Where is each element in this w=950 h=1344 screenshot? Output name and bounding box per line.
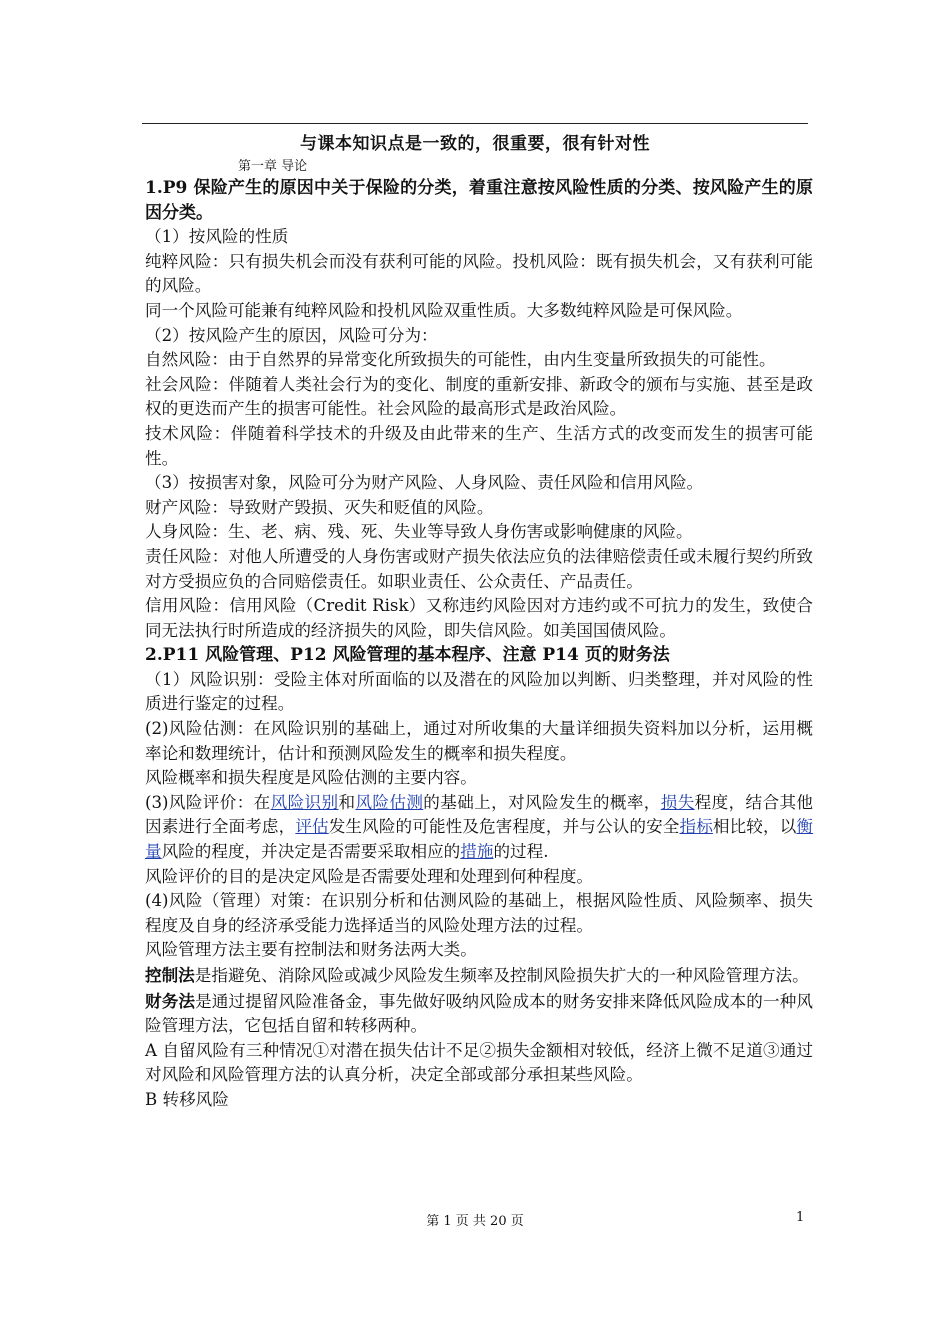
paragraph: 人身风险：生、老、病、残、死、失业等导致人身伤害或影响健康的风险。 <box>145 522 693 542</box>
paragraph: 责任风险：对他人所遭受的人身伤害或财产损失依法应负的法律赔偿责任或未履行契约所致对方受损应负的合同赔偿责任。如职业责任、公众责任、产品责任。 <box>145 546 813 591</box>
document-body <box>145 176 813 1113</box>
header-rule <box>142 123 808 124</box>
text-run: 风险的程度，并决定是否需要采取相应的 <box>161 842 461 862</box>
section-heading: 1.P9 保险产生的原因中关于保险的分类，着重注意按风险性质的分类、按风险产生的原因分类。 <box>145 178 813 223</box>
paragraph: （2）按风险产生的原因，风险可分为： <box>145 325 438 345</box>
paragraph: A 自留风险有三种情况①对潜在损失估计不足②损失金额相对较低，经济上微不足道③通过对风险和风险管理方法的认真分析，决定全部或部分承担某些风险。 <box>145 1040 813 1085</box>
text-run: 相比较，以 <box>712 817 797 837</box>
text-run: 发生风险的可能性及危害程度，并与公认的安全 <box>328 817 680 837</box>
paragraph: （3）按损害对象，风险可分为财产风险、人身风险、责任风险和信用风险。 <box>145 473 704 493</box>
page-indicator: 第 1 页 共 20 页 <box>426 1214 524 1229</box>
paragraph: 纯粹风险：只有损失机会而没有获利可能的风险。投机风险：既有损失机会，又有获利可能的风险。 <box>145 251 813 296</box>
link-measures[interactable]: 措施 <box>460 842 494 862</box>
paragraph-financial-method <box>145 989 813 1039</box>
link-indicator[interactable]: 指标 <box>679 817 713 837</box>
paragraph: 社会风险：伴随着人类社会行为的变化、制度的重新安排、新政令的颁布与实施、甚至是政权的更迭而产生的损害可能性。社会风险的最高形式是政治风险。 <box>145 374 813 419</box>
paragraph: (2)风险估测：在风险识别的基础上，通过对所收集的大量详细损失资料加以分析，运用概率论和数理统计，估计和预测风险发生的概率和损失程度。 <box>145 719 813 763</box>
paragraph-risk-evaluation <box>145 791 813 865</box>
paragraph: 自然风险：由于自然界的异常变化所致损失的可能性，由内生变量所致损失的可能性。 <box>145 350 776 370</box>
section-heading: 2.P11 风险管理、P12 风险管理的基本程序、注意 P14 页的财务法 <box>145 645 670 666</box>
paragraph: 风险评价的目的是决定风险是否需要处理和处理到何种程度。 <box>145 866 594 886</box>
text-run: 的基础上，对风险发生的概率， <box>423 792 661 812</box>
chapter-label: 第一章 导论 <box>238 159 308 174</box>
paragraph: 信用风险：信用风险（Credit Risk）又称违约风险因对方违约或不可抗力的发生，致使合同无法执行时所造成的经济损失的风险，即失信风险。如美国国债风险。 <box>145 596 813 640</box>
bold-term: 控制法 <box>145 965 195 985</box>
paragraph: 同一个风险可能兼有纯粹风险和投机风险双重性质。大多数纯粹风险是可保风险。 <box>145 300 743 320</box>
link-loss[interactable]: 损失 <box>660 792 695 812</box>
paragraph: （1）风险识别：受险主体对所面临的以及潜在的风险加以判断、归类整理，并对风险的性质进行鉴定的过程。 <box>145 669 813 714</box>
page-title: 与课本知识点是一致的，很重要，很有针对性 <box>300 134 650 154</box>
paragraph: 风险管理方法主要有控制法和财务法两大类。 <box>145 940 477 960</box>
link-evaluate[interactable]: 评估 <box>295 817 329 837</box>
link-measure[interactable]: 衡量 <box>145 817 814 862</box>
bold-term: 财务法 <box>145 990 196 1011</box>
text-run: 和 <box>338 792 356 812</box>
paragraph: 财产风险：导致财产毁损、灭失和贬值的风险。 <box>145 497 494 517</box>
paragraph: 风险概率和损失程度是风险估测的主要内容。 <box>145 768 477 788</box>
paragraph: B 转移风险 <box>145 1089 229 1109</box>
text-run: 是通过提留风险准备金，事先做好吸纳风险成本的财务安排来降低风险成本的一种风险管理方法，它包括自留和转移两种。 <box>145 991 813 1036</box>
page-number: 1 <box>796 1210 805 1225</box>
text-run: 是指避免、消除风险或减少风险发生频率及控制风险损失扩大的一种风险管理方法。 <box>194 966 809 985</box>
paragraph: 技术风险：伴随着科学技术的升级及由此带来的生产、生活方式的改变而发生的损害可能性。 <box>145 423 813 468</box>
text-run: 的过程. <box>493 842 549 862</box>
text-run: 程度，结合其他因素进行全面考虑， <box>145 792 814 837</box>
link-risk-identification[interactable]: 风险识别 <box>270 792 339 812</box>
paragraph: (4)风险（管理）对策：在识别分析和估测风险的基础上，根据风险性质、风险频率、损失程度及自身的经济承受能力选择适当的风险处理方法的过程。 <box>145 891 813 935</box>
link-risk-estimation[interactable]: 风险估测 <box>355 792 424 812</box>
text-run: (3)风险评价：在 <box>145 792 271 812</box>
paragraph-control-method <box>145 963 813 989</box>
paragraph: （1）按风险的性质 <box>145 227 289 247</box>
